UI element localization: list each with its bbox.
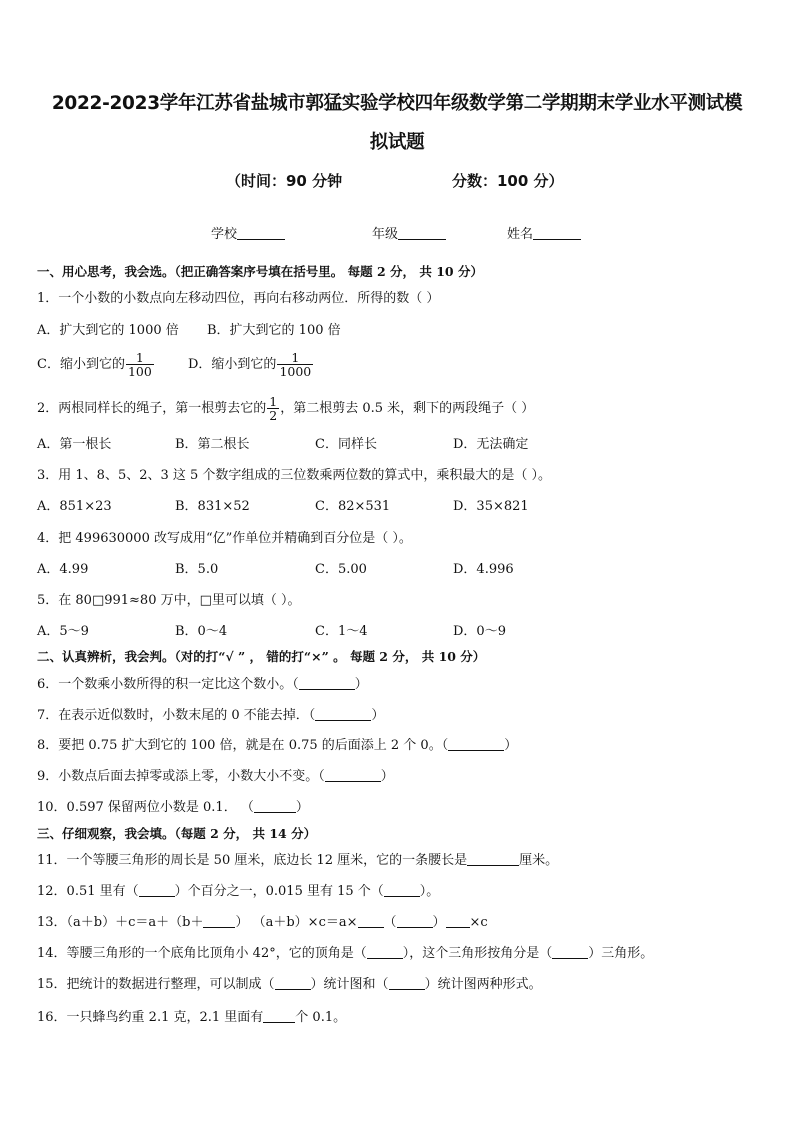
q13-text-5: ×c xyxy=(469,915,488,930)
q8-text: 8．要把 0.75 扩大到它的 100 倍，就是在 0.75 的后面添上 2 个 0。（ xyxy=(37,738,449,753)
grade-label: 年级 xyxy=(372,227,399,242)
q6 xyxy=(37,677,368,693)
fraction-numerator: 1 xyxy=(269,394,278,409)
section3-heading: 三、仔细观察，我会填。（每题 2 分， 共 14 分） xyxy=(37,826,317,841)
q3-option-a: A．851×23 xyxy=(37,499,112,514)
answer-blank[interactable] xyxy=(325,769,381,782)
close-paren: ） xyxy=(371,708,385,723)
q2-stem-part2: ，第二根剪去 0.5 米，剩下的两段绳子（ ） xyxy=(280,401,535,416)
q11-unit: 厘米。 xyxy=(519,853,559,868)
q13-text-4: ） xyxy=(432,915,446,930)
name-field xyxy=(507,223,581,242)
fraction-numerator: 1 xyxy=(135,350,144,365)
q3-option-c: C．82×531 xyxy=(315,499,391,514)
q9-text: 9．小数点后面去掉零或添上零，小数大小不变。（ xyxy=(37,769,325,784)
q1-option-c xyxy=(37,351,155,378)
q10 xyxy=(37,800,309,816)
q2-option-b: B．第二根长 xyxy=(175,437,250,452)
q2-fraction xyxy=(267,395,279,422)
grade-field xyxy=(372,223,446,242)
answer-blank[interactable] xyxy=(263,1010,295,1023)
q13-text-2: ） （a＋b）×c＝a× xyxy=(235,915,358,930)
close-paren: ） xyxy=(504,738,518,753)
section2-heading: 二、认真辨析，我会判。（对的打“√ ” ， 错的打“×” 。 每题 2 分， 共 10 分） xyxy=(37,649,486,664)
q12-text-2: ）个百分之一，0.015 里有 15 个（ xyxy=(174,884,384,899)
q5-option-d: D．0～9 xyxy=(453,624,506,639)
fraction-denominator: 1000 xyxy=(279,364,312,379)
close-paren: ） xyxy=(295,800,309,815)
q14-text-2: ），这个三角形按角分是（ xyxy=(402,946,553,961)
q11-text: 11．一个等腰三角形的周长是 50 厘米，底边长 12 厘米，它的一条腰长是 xyxy=(37,853,468,868)
q16 xyxy=(37,1010,346,1026)
answer-blank[interactable] xyxy=(467,853,519,866)
answer-blank[interactable] xyxy=(448,738,504,751)
q5-option-a: A．5～9 xyxy=(37,624,89,639)
answer-blank[interactable] xyxy=(203,915,235,928)
q14-text-3: ）三角形。 xyxy=(588,946,654,961)
fraction-denominator: 2 xyxy=(269,408,278,423)
answer-blank[interactable] xyxy=(397,915,433,928)
q1-option-d-fraction xyxy=(277,351,313,378)
q5-option-b: B．0～4 xyxy=(175,624,228,639)
section1-heading: 一、用心思考，我会选。（把正确答案序号填在括号里。 每题 2 分， 共 10 分） xyxy=(37,264,483,279)
q5-option-c: C．1～4 xyxy=(315,624,368,639)
answer-blank[interactable] xyxy=(275,977,311,990)
q1-option-c-text: C．缩小到它的 xyxy=(37,357,125,372)
q4-option-a: A．4.99 xyxy=(37,562,89,577)
q4-option-c: C．5.00 xyxy=(315,562,367,577)
answer-blank[interactable] xyxy=(358,915,384,928)
q16-text-2: 个 0.1。 xyxy=(295,1010,347,1025)
close-paren: ） xyxy=(354,677,368,692)
exam-title-line2: 拟试题 xyxy=(369,132,425,153)
q4-option-d: D．4.996 xyxy=(453,562,514,577)
grade-blank[interactable] xyxy=(398,227,446,240)
q10-text: 10．0.597 保留两位小数是 0.1． （ xyxy=(37,800,254,815)
q1-option-c-fraction xyxy=(126,351,154,378)
q3-option-d: D．35×821 xyxy=(453,499,529,514)
q12 xyxy=(37,884,439,900)
name-blank[interactable] xyxy=(533,227,581,240)
name-label: 姓名 xyxy=(507,227,534,242)
q13 xyxy=(37,915,488,931)
q14-text-1: 14．等腰三角形的一个底角比顶角小 42°，它的顶角是（ xyxy=(37,946,367,961)
answer-blank[interactable] xyxy=(367,946,403,959)
answer-blank[interactable] xyxy=(254,800,296,813)
q2-stem xyxy=(37,395,534,422)
q7-text: 7．在表示近似数时，小数末尾的 0 不能去掉．（ xyxy=(37,708,316,723)
q14 xyxy=(37,946,653,962)
q2-option-a: A．第一根长 xyxy=(37,437,112,452)
q4-stem: 4．把 499630000 改写成用“亿”作单位并精确到百分位是（ ）。 xyxy=(37,531,412,546)
q1-option-d xyxy=(188,351,314,378)
answer-blank[interactable] xyxy=(384,884,420,897)
q1-stem: 1．一个小数的小数点向左移动四位，再向右移动两位．所得的数（ ） xyxy=(37,291,440,306)
exam-time: （时间：90 分钟 xyxy=(226,172,343,190)
q1-option-a: A．扩大到它的 1000 倍 xyxy=(37,323,179,338)
q3-stem: 3．用 1、8、5、2、3 这 5 个数字组成的三位数乘两位数的算式中，乘积最大的是（ ）。 xyxy=(37,468,552,483)
answer-blank[interactable] xyxy=(299,677,355,690)
q2-stem-part1: 2．两根同样长的绳子，第一根剪去它的 xyxy=(37,401,267,416)
q5-stem: 5．在 80□991≈80 万中，□里可以填（ ）。 xyxy=(37,593,301,608)
q7 xyxy=(37,708,384,724)
q8 xyxy=(37,738,517,754)
q6-text: 6．一个数乘小数所得的积一定比这个数小。（ xyxy=(37,677,299,692)
q9 xyxy=(37,769,394,785)
q1-option-d-text: D．缩小到它的 xyxy=(188,357,277,372)
q15-text-3: ）统计图两种形式。 xyxy=(424,977,542,992)
fraction-denominator: 100 xyxy=(127,364,152,379)
q13-text-1: 13．（a＋b）＋c＝a＋（b＋ xyxy=(37,915,204,930)
q12-text-1: 12．0.51 里有（ xyxy=(37,884,139,899)
q1-option-b: B．扩大到它的 100 倍 xyxy=(207,323,341,338)
school-field xyxy=(211,223,285,242)
q3-option-b: B．831×52 xyxy=(175,499,250,514)
school-blank[interactable] xyxy=(237,227,285,240)
q12-text-3: ）。 xyxy=(419,884,440,899)
fraction-numerator: 1 xyxy=(291,350,300,365)
q16-text-1: 16．一只蜂鸟约重 2.1 克，2.1 里面有 xyxy=(37,1010,264,1025)
q2-option-d: D．无法确定 xyxy=(453,437,529,452)
q2-option-c: C．同样长 xyxy=(315,437,377,452)
close-paren: ） xyxy=(380,769,394,784)
q15-text-1: 15．把统计的数据进行整理，可以制成（ xyxy=(37,977,275,992)
q15 xyxy=(37,977,542,993)
exam-title-line1: 2022-2023学年江苏省盐城市郭猛实验学校四年级数学第二学期期末学业水平测试模 xyxy=(51,93,743,114)
exam-score: 分数：100 分） xyxy=(452,172,564,190)
answer-blank[interactable] xyxy=(446,915,470,928)
q4-option-b: B．5.0 xyxy=(175,562,219,577)
school-label: 学校 xyxy=(211,227,238,242)
q11 xyxy=(37,853,558,869)
answer-blank[interactable] xyxy=(552,946,588,959)
q13-text-3: （ xyxy=(383,915,397,930)
answer-blank[interactable] xyxy=(315,708,371,721)
answer-blank[interactable] xyxy=(389,977,425,990)
q15-text-2: ）统计图和（ xyxy=(310,977,389,992)
answer-blank[interactable] xyxy=(139,884,175,897)
